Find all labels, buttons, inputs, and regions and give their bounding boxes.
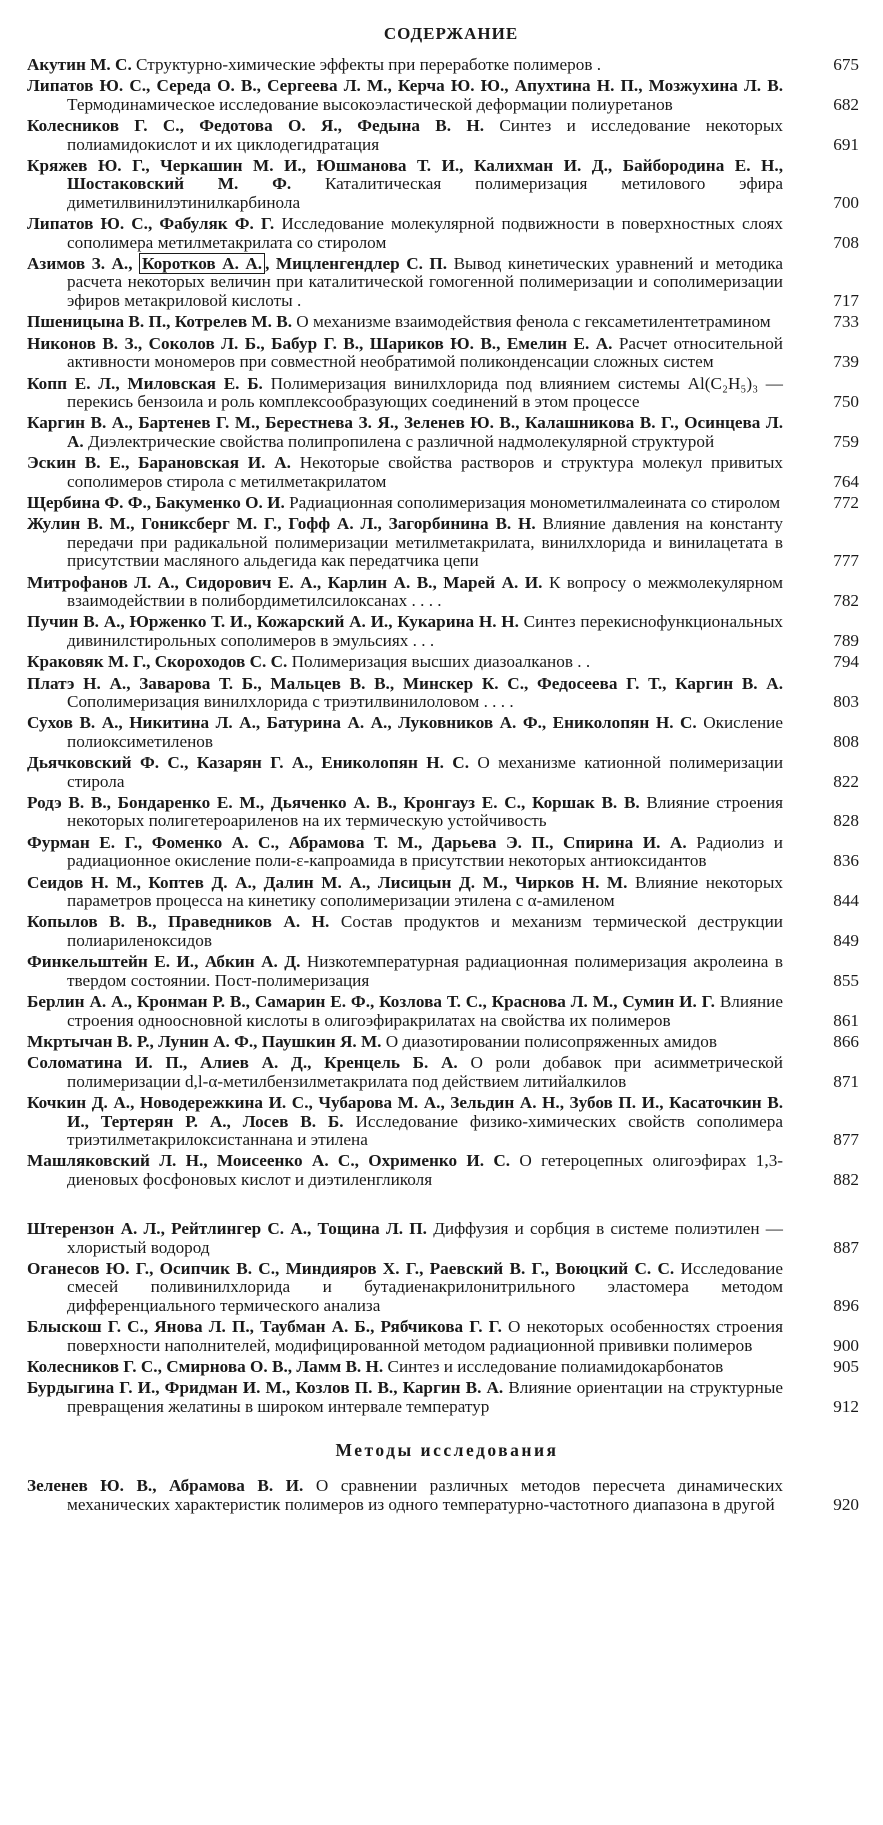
entry-page-number: 836: [833, 851, 859, 871]
entry-title: Полимеризация винилхлорида под влиянием системы Al(C₂H₅)₃ — перекись бензоила и роль комплексообразующих соединений в этом процессе: [67, 373, 783, 411]
entry-page-number: 794: [833, 652, 859, 672]
entry-page-number: 871: [833, 1071, 859, 1091]
entry-page-number: 764: [833, 471, 859, 491]
entry-authors: Платэ Н. А., Заварова Т. Б., Мальцев В. В., Минскер К. С., Федосеева Г. Т., Каргин В. А.: [27, 673, 783, 693]
toc-entry: [27, 454, 867, 491]
toc-entry: [27, 56, 867, 74]
entry-title: Структурно-химические эффекты при переработке полимеров .: [136, 55, 602, 74]
entry-title: Исследование молекулярной подвижности в поверхностных слоях сополимера метилметакрилата со стиролом: [67, 214, 783, 252]
toc-methods-list: [27, 1477, 867, 1514]
entry-authors: Митрофанов Л. А., Сидорович Е. А., Карлин А. В., Марей А. И.: [27, 572, 543, 592]
entry-authors: Копылов В. В., Праведников А. Н.: [27, 912, 330, 932]
toc-entry: [27, 1318, 867, 1355]
entry-authors: Кочкин Д. А., Новодережкина И. С., Чубарова М. А., Зельдин А. Н., Зубов П. И., Касаточкин В. И., Тертерян Р. А., Лосев В. Б.: [27, 1093, 783, 1131]
toc-entry: [27, 953, 867, 990]
entry-authors: Сеидов Н. М., Коптев Д. А., Далин М. А., Лисицын Д. М., Чирков Н. М.: [27, 872, 628, 892]
toc-main-list: [27, 56, 867, 1189]
entry-authors: Пшеницына В. П., Котрелев М. В.: [27, 312, 292, 332]
entry-authors: Азимов З. А.,: [27, 254, 133, 274]
entry-authors: Колесников Г. С., Смирнова О. В., Ламм В. Н.: [27, 1357, 384, 1376]
entry-page-number: 750: [833, 391, 859, 411]
entry-page-number: 920: [833, 1494, 859, 1514]
toc-entry: [27, 653, 867, 671]
entry-authors: Никонов В. З., Соколов Л. Б., Бабур Г. В., Шариков Ю. В., Емелин Е. А.: [27, 333, 613, 353]
entry-page-number: 882: [833, 1169, 859, 1189]
entry-title: Влияние некоторых параметров процесса на кинетику сополимеризации этилена с α-амиленом: [67, 872, 784, 911]
entry-page-number: 855: [833, 970, 859, 990]
entry-authors: Каргин В. А., Бартенев Г. М., Берестнева З. Я., Зеленев Ю. В., Калашникова В. Г., Осинцева Л. А.: [27, 413, 783, 451]
entry-title: О гетероцепных олигоэфирах 1,3-диеновых фосфоновых кислот и диэтиленгликоля: [67, 1151, 784, 1189]
entry-title: Состав продуктов и механизм термической деструкции полиариленоксидов: [67, 912, 784, 950]
toc-entry: [27, 117, 867, 154]
entry-authors: Зеленев Ю. В., Абрамова В. И.: [27, 1476, 304, 1496]
entry-authors: Акутин М. С.: [27, 55, 132, 74]
entry-title: Сополимеризация винилхлорида с триэтилвинилоловом . . . .: [67, 692, 514, 711]
entry-authors: Жулин В. М., Гониксберг М. Г., Гофф А. Л., Загорбинина В. Н.: [27, 514, 536, 534]
entry-title: Полимеризация высших диазоалканов . .: [291, 652, 591, 672]
entry-title: Термодинамическое исследование высокоэластической деформации полиуретанов: [67, 94, 673, 114]
entry-authors: Мкртычан В. Р., Лунин А. Ф., Паушкин Я. М.: [27, 1031, 382, 1051]
entry-authors: Пучин В. А., Юрженко Т. И., Кожарский А. И., Кукарина Н. Н.: [27, 612, 519, 632]
entry-authors: Копп Е. Л., Миловская Е. Б.: [27, 373, 263, 393]
entry-title: Влияние строения одноосновной кислоты в олигоэфиракрилатах на свойства их полимеров: [67, 992, 784, 1030]
entry-authors: Фурман Е. Г., Фоменко А. С., Абрамова Т. М., Дарьева Э. П., Спирина И. А.: [27, 832, 687, 852]
toc-entry: [27, 77, 867, 114]
entry-title: Влияние ориентации на структурные превращения желатины в широком интервале температур: [67, 1378, 784, 1416]
entry-title: Синтез и исследование некоторых полиамидокислот и их циклодегидратация: [67, 116, 784, 154]
entry-title: Диэлектрические свойства полипропилена с различной надмолекулярной структурой: [88, 431, 715, 451]
toc-entry: [27, 993, 867, 1030]
toc-entry: [27, 414, 867, 451]
toc-entry: [27, 313, 867, 331]
entry-title: Влияние строения некоторых полигетероариленов на их термическую устойчивость: [67, 793, 783, 831]
entry-authors: Дьячковский Ф. С., Казарян Г. А., Ениколопян Н. С.: [27, 753, 469, 773]
entry-page-number: 708: [833, 232, 859, 252]
toc-entry: [27, 1260, 867, 1315]
section-heading-methods: Методы исследования: [335, 1440, 559, 1461]
entry-title: Исследование физико-химических свойств сополимера триэтилметакрилоксистаннана и этилена: [67, 1111, 784, 1149]
entry-page-number: 803: [833, 692, 859, 711]
entry-page-number: 822: [833, 771, 859, 791]
toc-entry: [27, 515, 867, 570]
entry-page-number: 828: [833, 811, 859, 831]
entry-title: Каталитическая полимеризация метилового эфира диметилвинилэтинилкарбинола: [67, 174, 784, 212]
entry-page-number: 912: [833, 1396, 859, 1416]
entry-authors: Сухов В. А., Никитина Л. А., Батурина А. А., Луковников А. Ф., Ениколопян Н. С.: [27, 713, 697, 733]
entry-page-number: 877: [833, 1129, 859, 1149]
entry-page-number: 896: [833, 1295, 859, 1315]
entry-authors: , Мицленгендлер С. П.: [265, 254, 448, 274]
toc-entry: [27, 1152, 867, 1189]
toc-entry: [27, 675, 867, 712]
entry-page-number: 844: [833, 891, 859, 911]
entry-authors: Щербина Ф. Ф., Бакуменко О. И.: [27, 492, 285, 512]
entry-page-number: 700: [833, 192, 859, 212]
toc-short-list: [27, 1220, 867, 1416]
entry-title: О механизме катионной полимеризации стирола: [67, 753, 784, 791]
toc-entry: [27, 1358, 867, 1376]
entry-page-number: 739: [833, 352, 859, 372]
entry-title: Низкотемпературная радиационная полимеризация акролеина в твердом состоянии. Пост-полимеризация: [67, 952, 783, 990]
entry-page-number: 691: [833, 134, 859, 154]
toc-entry: [27, 157, 867, 212]
entry-title: Некоторые свойства растворов и структура молекул привитых сополимеров стирола с метилметакрилатом: [67, 453, 784, 491]
toc-entry: [27, 794, 867, 831]
entry-title: Расчет относительной активности мономеров при совместной необратимой поликонденсации сложных систем: [67, 333, 783, 372]
entry-title: Радиационная сополимеризация монометилмалеината со стиролом: [289, 492, 781, 512]
toc-entry: [27, 834, 867, 871]
entry-page-number: 900: [833, 1335, 859, 1355]
entry-authors: Финкельштейн Е. И., Абкин А. Д.: [27, 952, 301, 972]
toc-entry: [27, 574, 867, 611]
entry-authors: Штерензон А. Л., Рейтлингер С. А., Тощина Л. П.: [27, 1219, 427, 1239]
toc-entry: [27, 255, 867, 310]
entry-title: Синтез перекиснофункциональных дивинилстирольных сополимеров в эмульсиях . . .: [67, 612, 784, 650]
entry-authors: Липатов Ю. С., Фабуляк Ф. Г.: [27, 214, 275, 234]
entry-page-number: 772: [833, 492, 859, 512]
section-gap: [27, 1192, 867, 1220]
entry-page-number: 887: [833, 1237, 859, 1257]
entry-page-number: 789: [833, 630, 859, 650]
entry-title: О механизме взаимодействия фенола с гексаметилентетрамином: [296, 312, 771, 332]
entry-title: К вопросу о межмолекулярном взаимодействии в полибордиметилсилоксанах . . . .: [67, 572, 783, 610]
toc-entry: [27, 335, 867, 372]
entry-authors: Эскин В. Е., Барановская И. А.: [27, 453, 291, 473]
entry-title: Окисление полиоксиметиленов: [67, 713, 784, 751]
entry-title: Синтез и исследование полиамидокарбонатов: [387, 1357, 724, 1376]
toc-entry: [27, 1033, 867, 1051]
entry-authors: Соломатина И. П., Алиев А. Д., Кренцель Б. А.: [27, 1053, 458, 1073]
entry-authors: Кряжев Ю. Г., Черкашин М. И., Юшманова Т. И., Калихман И. Д., Байбородина Е. Н., Шостаковский М. Ф.: [27, 156, 783, 194]
entry-title: Вывод кинетических уравнений и методика расчета некоторых величин при каталитической гомогенной полимеризации и сополимеризации эфиров метакриловой кислоты .: [67, 254, 784, 310]
entry-title: Диффузия и сорбция в системе полиэтилен — хлористый водород: [67, 1219, 783, 1257]
entry-page-number: 717: [833, 290, 859, 310]
entry-page-number: 866: [833, 1031, 859, 1051]
entry-page-number: 759: [833, 431, 859, 451]
entry-title: О сравнении различных методов пересчета динамических механических характеристик полимеров из одного температурно-частотного диапазона в другой: [67, 1476, 783, 1514]
toc-entry: [27, 215, 867, 252]
entry-authors: Блыскош Г. С., Янова Л. П., Таубман А. Б., Рябчикова Г. Г.: [27, 1317, 502, 1337]
toc-entry: [27, 714, 867, 751]
entry-page-number: 905: [833, 1357, 859, 1376]
entry-title: О роли добавок при асимметрической полимеризации d,l-α-метилбензилметакрилата под действием литийалкилов: [67, 1053, 783, 1091]
toc-entry: [27, 913, 867, 950]
toc-entry: [27, 754, 867, 791]
entry-authors: Оганесов Ю. Г., Осипчик В. С., Миндияров Х. Г., Раевский В. Г., Воюцкий С. С.: [27, 1258, 675, 1278]
toc-entry: [27, 1379, 867, 1416]
entry-authors-boxed: Коротков А. А.: [139, 253, 265, 274]
entry-page-number: 682: [833, 94, 859, 114]
entry-page-number: 808: [833, 731, 859, 751]
toc-entry: [27, 874, 867, 911]
entry-authors: Машляковский Л. Н., Моисеенко А. С., Охрименко И. С.: [27, 1151, 511, 1171]
entry-page-number: 861: [833, 1010, 859, 1030]
toc-entry: [27, 494, 867, 512]
entry-authors: Родэ В. В., Бондаренко Е. М., Дьяченко А. В., Кронгауз Е. С., Коршак В. В.: [27, 793, 640, 813]
toc-entry: [27, 1220, 867, 1257]
page-title: СОДЕРЖАНИЕ: [383, 24, 519, 43]
entry-page-number: 675: [833, 55, 859, 74]
entry-title: Влияние давления на константу передачи при радикальной полимеризации метилметакрилата, винилхлорида и винилацетата в присутствии масляного альдегида как передатчика цепи: [67, 514, 784, 571]
entry-page-number: 777: [833, 551, 859, 571]
entry-page-number: 782: [833, 590, 859, 610]
entry-authors: Краковяк М. Г., Скороходов С. С.: [27, 652, 288, 672]
entry-authors: Липатов Ю. С., Середа О. В., Сергеева Л. М., Керча Ю. Ю., Апухтина Н. П., Мозжухина Л. В.: [27, 76, 783, 96]
toc-entry: [27, 1054, 867, 1091]
entry-authors: Берлин А. А., Кронман Р. В., Самарин Е. Ф., Козлова Т. С., Краснова Л. М., Сумин И. Г.: [27, 992, 715, 1012]
entry-title: Исследование смесей поливинилхлорида и бутадиенакрилонитрильного эластомера методом дифференциального термического анализа: [67, 1258, 783, 1315]
toc-entry: [27, 613, 867, 650]
entry-authors: Колесников Г. С., Федотова О. Я., Федына В. Н.: [27, 116, 485, 136]
toc-entry: [27, 375, 867, 412]
entry-page-number: 733: [833, 312, 859, 332]
entry-title: О диазотировании полисопряженных амидов: [385, 1031, 717, 1051]
entry-title: Радиолиз и радиационное окисление поли-ε-капроамида в присутствии некоторых антиоксидантов: [67, 832, 784, 871]
toc-entry: [27, 1477, 867, 1514]
entry-page-number: 849: [833, 930, 859, 950]
entry-authors: Бурдыгина Г. И., Фридман И. М., Козлов П. В., Каргин В. А.: [27, 1378, 504, 1398]
entry-title: О некоторых особенностях строения поверхности наполнителей, модифицированной методом радиационной прививки полимеров: [67, 1317, 783, 1355]
toc-entry: [27, 1094, 867, 1149]
